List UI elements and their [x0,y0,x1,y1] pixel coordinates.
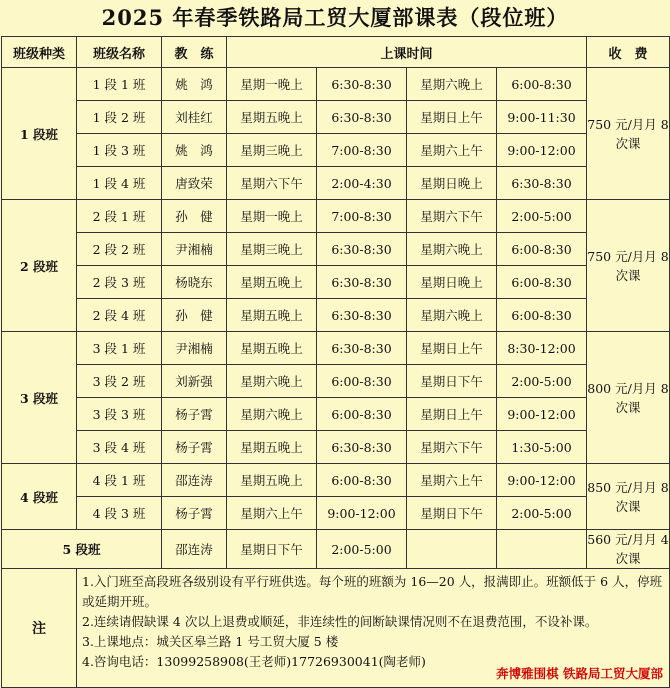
session-day-2: 星期六下午 [407,200,497,233]
session-day-1: 星期六下午 [227,167,317,200]
class-name: 1 段 4 班 [77,167,162,200]
session-day-1: 星期五晚上 [227,332,317,365]
header-class-name: 班级名称 [77,37,162,68]
session-time-1: 6:30-8:30 [317,101,407,134]
session-day-1: 星期六上午 [227,497,317,530]
session-time-1: 6:30-8:30 [317,431,407,464]
session-day-2: 星期日上午 [407,101,497,134]
session-time-1: 6:30-8:30 [317,299,407,332]
table-row [2,530,670,569]
session-day-2: 星期日上午 [407,398,497,431]
footer-brand: 奔博雅围棋 铁路局工贸大厦部 [496,666,664,681]
notes-body [77,569,670,688]
coach-name: 刘桂红 [162,101,227,134]
session-time-1: 7:00-8:30 [317,134,407,167]
class-name: 3 段 3 班 [77,398,162,431]
header-row [2,37,670,68]
session-time-1: 6:30-8:30 [317,332,407,365]
schedule-table [1,36,670,688]
coach-name: 杨子霄 [162,431,227,464]
group-fee: 750 元/月月 8 次课 [587,200,670,332]
session-time-1: 9:00-12:00 [317,497,407,530]
session-time-2: 6:00-8:30 [497,233,587,266]
table-row [2,167,670,200]
session-time-2: 9:00-11:30 [497,101,587,134]
session-day-1: 星期日下午 [227,530,317,569]
notes-header: 注 [2,569,77,688]
session-day-2: 星期日晚上 [407,266,497,299]
session-time-2: 6:00-8:30 [497,68,587,101]
group-fee: 560 元/月月 4 次课 [587,530,670,569]
session-time-2: 9:00-12:00 [497,464,587,497]
coach-name: 邵连涛 [162,530,227,569]
table-row [2,365,670,398]
table-row [2,101,670,134]
session-time-2: 2:00-5:00 [497,497,587,530]
coach-name: 邵连涛 [162,464,227,497]
table-row [2,398,670,431]
session-day-2: 星期六上午 [407,464,497,497]
session-day-2-empty [407,530,497,569]
table-row [2,68,670,101]
table-row [2,233,670,266]
session-time-1: 6:00-8:30 [317,398,407,431]
session-time-2: 9:00-12:00 [497,134,587,167]
group-name: 2 段班 [2,200,77,332]
coach-name: 姚 鸿 [162,68,227,101]
class-name: 4 段 3 班 [77,497,162,530]
session-day-1: 星期五晚上 [227,299,317,332]
session-time-1: 2:00-5:00 [317,530,407,569]
session-day-1: 星期六晚上 [227,365,317,398]
session-time-2: 8:30-12:00 [497,332,587,365]
session-day-1: 星期一晚上 [227,200,317,233]
group-fee: 750 元/月月 8 次课 [587,68,670,200]
group-name: 5 段班 [2,530,162,569]
session-day-1: 星期五晚上 [227,101,317,134]
note-line: 4.咨询电话：13099258908(王老师)17726930041(陶老师) [82,654,426,669]
class-name: 1 段 1 班 [77,68,162,101]
header-fee: 收 费 [587,37,670,68]
session-day-1: 星期六晚上 [227,398,317,431]
session-day-1: 星期三晚上 [227,134,317,167]
session-time-1: 6:00-8:30 [317,464,407,497]
table-row [2,134,670,167]
coach-name: 尹湘楠 [162,332,227,365]
session-time-2: 9:00-12:00 [497,398,587,431]
header-category: 班级种类 [2,37,77,68]
session-day-1: 星期一晚上 [227,68,317,101]
session-day-2: 星期日上午 [407,332,497,365]
class-name: 4 段 1 班 [77,464,162,497]
session-day-1: 星期五晚上 [227,266,317,299]
notes-row [2,569,670,688]
group-fee: 800 元/月月 8 次课 [587,332,670,464]
class-name: 2 段 3 班 [77,266,162,299]
note-line: 1.入门班至高段班各级别设有平行班供选。每个班的班额为 16—20 人，报满即止。班额低于 6 人，停班或延期开班。 [82,574,663,609]
class-name: 2 段 2 班 [77,233,162,266]
coach-name: 尹湘楠 [162,233,227,266]
session-time-1: 6:30-8:30 [317,68,407,101]
session-time-1: 6:30-8:30 [317,233,407,266]
session-day-2: 星期六晚上 [407,299,497,332]
note-line: 2.连续请假缺课 4 次以上退费或顺延，非连续性的间断缺课情况则不在退费范围，不设补课。 [82,614,598,629]
group-fee: 850 元/月月 8 次课 [587,464,670,530]
session-time-2: 2:00-5:00 [497,200,587,233]
session-time-2: 6:00-8:30 [497,266,587,299]
note-line: 3.上课地点：城关区皋兰路 1 号工贸大厦 5 楼 [82,634,339,649]
coach-name: 孙 健 [162,299,227,332]
session-time-1: 6:00-8:30 [317,365,407,398]
session-time-2: 6:00-8:30 [497,299,587,332]
class-name: 1 段 3 班 [77,134,162,167]
session-time-1: 7:00-8:30 [317,200,407,233]
coach-name: 杨晓东 [162,266,227,299]
session-time-2: 2:00-5:00 [497,365,587,398]
group-name: 4 段班 [2,464,77,530]
coach-name: 刘新强 [162,365,227,398]
table-row [2,266,670,299]
class-name: 1 段 2 班 [77,101,162,134]
session-time-1: 2:00-4:30 [317,167,407,200]
table-row [2,332,670,365]
class-name: 3 段 2 班 [77,365,162,398]
group-name: 1 段班 [2,68,77,200]
session-day-1: 星期三晚上 [227,233,317,266]
coach-name: 杨子霄 [162,497,227,530]
class-name: 2 段 1 班 [77,200,162,233]
class-name: 3 段 4 班 [77,431,162,464]
session-time-2: 1:30-5:00 [497,431,587,464]
coach-name: 孙 健 [162,200,227,233]
table-row [2,464,670,497]
session-time-2: 6:30-8:30 [497,167,587,200]
session-day-2: 星期六晚上 [407,68,497,101]
session-time-2-empty [497,530,587,569]
table-row [2,200,670,233]
class-name: 2 段 4 班 [77,299,162,332]
header-schedule: 上课时间 [227,37,587,68]
session-day-2: 星期六晚上 [407,233,497,266]
session-day-2: 星期日下午 [407,365,497,398]
session-day-2: 星期六下午 [407,431,497,464]
header-coach: 教 练 [162,37,227,68]
coach-name: 唐致荣 [162,167,227,200]
session-day-2: 星期日晚上 [407,167,497,200]
page-title: 2025 年春季铁路局工贸大厦部课表（段位班） [101,5,569,30]
table-row [2,497,670,530]
session-day-1: 星期五晚上 [227,464,317,497]
session-time-1: 6:30-8:30 [317,266,407,299]
table-row [2,431,670,464]
session-day-2: 星期六上午 [407,134,497,167]
class-name: 3 段 1 班 [77,332,162,365]
coach-name: 姚 鸿 [162,134,227,167]
session-day-2: 星期日下午 [407,497,497,530]
coach-name: 杨子霄 [162,398,227,431]
table-row [2,299,670,332]
session-day-1: 星期五晚上 [227,431,317,464]
group-name: 3 段班 [2,332,77,464]
